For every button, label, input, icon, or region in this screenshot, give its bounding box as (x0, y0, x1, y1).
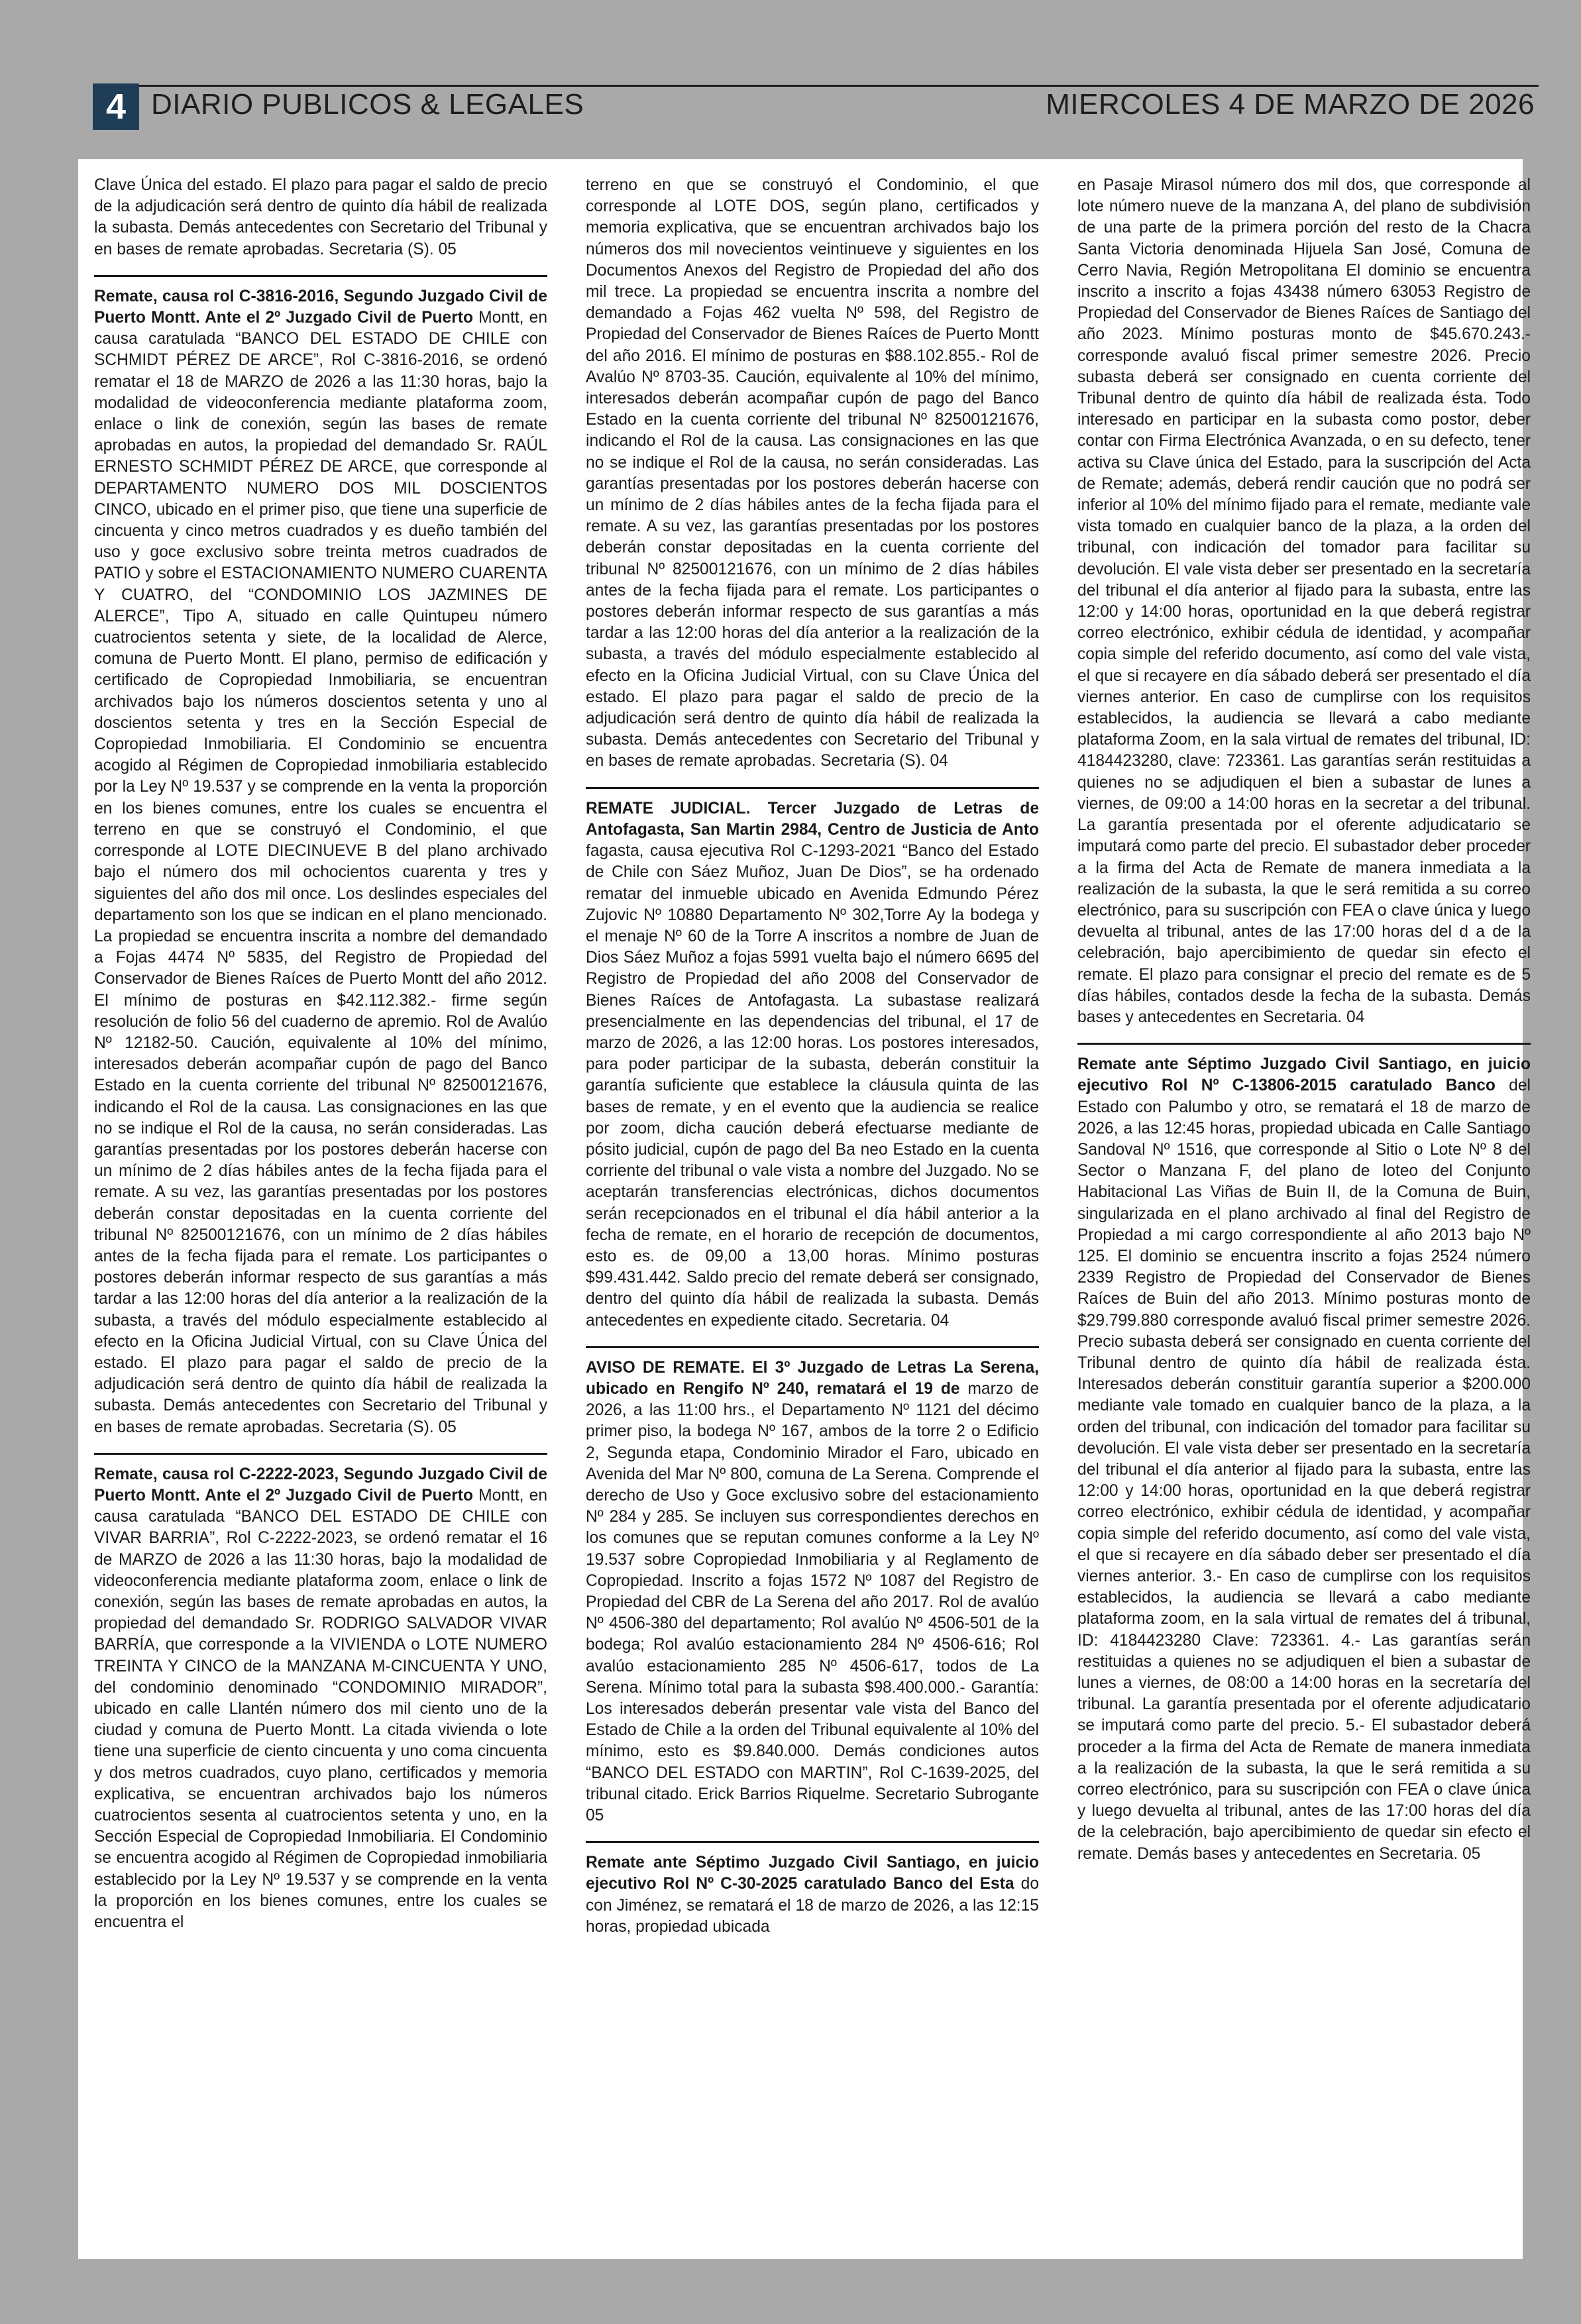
legal-notice (586, 175, 1039, 772)
notice-body: Clave Única del estado. El plazo para pagar el saldo de precio de la adjudicación será dentro de quinto día hábil de realizada la subasta. Demás antecedentes con Secretario del Tribunal y en bases de remate aprobadas. Secretaria (S). 05 (94, 176, 547, 258)
legal-notice (94, 275, 547, 1438)
notice-body: do con Jiménez, se rematará el 18 de marzo de 2026, a las 12:15 horas, propiedad ubicada (586, 1875, 1039, 1936)
header-rule (93, 85, 1539, 87)
legal-notice (586, 1841, 1039, 1938)
notice-body: Montt, en causa caratulada “BANCO DEL ESTADO DE CHILE con SCHMIDT PÉREZ DE ARCE”, Rol C-3816-2016, se ordenó rematar el 18 de MARZO de 2026 a las 11:30 horas, bajo la modalidad de videoconferencia mediante plataforma zoom, enlace o link de conexión, según las bases de remate aprobadas en autos, la propiedad del demandado Sr. RAÚL ERNESTO SCHMIDT PÉREZ DE ARCE, que corresponde al DEPARTAMENTO NUMERO DOS MIL DOSCIENTOS CINCO, ubicado en el primer piso, que tiene una superficie de cincuenta y cinco metros cuadrados y es dueño también del uso y goce exclusivo sobre treinta metros cuadrados de PATIO y sobre el ESTACIONAMIENTO NUMERO CUARENTA Y CUATRO, del “CONDOMINIO LOS JAZMINES DE ALERCE”, Tipo A, situado en calle Quintupeu número cuatrocientos setenta y siete, de la localidad de Alerce, comuna de Puerto Montt. El plano, permiso de edificación y certificado de Copropiedad Inmobiliaria, se encuentran archivados bajo los números doscientos setenta y uno al doscientos setenta y tres en la Sección Especial de Copropiedad Inmobiliaria. El Condominio se encuentra acogido al Régimen de Copropiedad inmobiliaria establecido por la Ley Nº 19.537 y se comprende en la venta la proporción en los bienes comunes, entre los cuales se encuentra el terreno en que se construyó el Condominio, el que corresponde al LOTE DIECINUEVE B del plano archivado bajo el número dos mil ochocientos cuarenta y tres y siguientes del año dos mil once. Los deslindes especiales del departamento son los que se indican en el plano mencionado. La propiedad se encuentra inscrita a nombre del demandado a Fojas 4474 Nº 5835, del Registro de Propiedad del Conservador de Bienes Raíces de Puerto Montt del año 2012. El mínimo de posturas en $42.112.382.- firme según resolución de folio 56 del cuaderno de apremio. Rol de Avalúo Nº 12182-50. Caución, equivalente al 10% del mínimo, interesados deberán acompañar cupón de pago del Banco Estado en la cuenta corriente del tribunal Nº 82500121676, indicando el Rol de la causa. Las consignaciones en las que no se indique el Rol de la causa, no serán consideradas. Las garantías presentadas por los postores deberán hacerse con un mínimo de 2 días hábiles antes de la fecha fijada para el remate. A su vez, las garantías presentadas por los postores deberán constar depositadas en la cuenta corriente del tribunal Nº 82500121676, con un mínimo de 2 días hábiles antes de la fecha fijada para el remate. Los participantes o postores deberán informar respecto de sus garantías a más tardar a las 12:00 horas del día anterior a la realización de la subasta, a través del módulo especialmente establecido al efecto en la Oficina Judicial Virtual, con su Clave Única del estado. El plazo para pagar el saldo de precio de la adjudicación será dentro de quinto día hábil de realizada la subasta. Demás antecedentes con Secretario del Tribunal y en bases de remate aprobadas. Secretaria (S). 05 (94, 309, 548, 1436)
notice-heading: Remate, causa rol C-2222-2023, Segundo Juzgado Civil de Puerto Montt. Ante el 2º Juzgado Civil de Puerto (94, 1465, 547, 1505)
notice-body: del Estado con Palumbo y otro, se rematará el 18 de marzo de 2026, a las 12:45 horas, propiedad ubicada en Calle Santiago Sandoval Nº 1516, que corresponde al Sitio o Lote Nº 8 del Sector o Manzana F, del plano de loteo del Conjunto Habitacional Las Viñas de Buin II, de la Comuna de Buin, singularizada en el plano archivado al final del Registro de Propiedad a mi cargo correspondiente al año 2013 bajo Nº 125. El dominio se encuentra inscrito a fojas 2524 número 2339 Registro de Propiedad del Conservador de Bienes Raíces de Buin del año 2013. Mínimo posturas monto de $29.799.880 corresponde avaluó fiscal primer semestre 2026. Precio subasta deberá ser consignado en cuenta corriente del Tribunal dentro de quinto día hábil de realizada ésta. Interesados deberán constituir garantía superior a $200.000 mediante vale tomado en cualquier banco de la plaza, a la orden del tribunal, con indicación del tomador para facilitar su devolución. El vale vista deber ser presentado en la secretaría del tribunal el día anterior al fijado para la subasta, entre las 12:00 y 14:00 horas, oportunidad en la que deberá registrar correo electrónico, exhibir cédula de identidad, y acompañar copia simple del referido documento, así como del vale vista, el que si recayere en día sábado deber ser presentado el día viernes anterior. 3.- En caso de cumplirse con los requisitos establecidos, la audiencia se llevará a cabo mediante plataforma zoom, en la sala virtual de remates del á tribunal, ID: 4184423280 Clave: 723361. 4.- Las garantías serán restituidas a quienes no se adjudiquen el bien a subastar de lunes a viernes, de 08:00 a 14:00 horas en la secretaría del tribunal. La garantía presentada por el oferente adjudicatario se imputará como parte del precio. 5.- El subastador deberá proceder a la firma del Acta de Remate de manera inmediata a la realización de la subasta, la que le será remitida a su correo electrónico, para su suscripción con FEA o clave única y luego devuelta al tribunal, antes de las 17:00 horas del día de la celebración, bajo apercibimiento de quedar sin efecto el remate. Demás bases y antecedentes en Secretaria. 05 (1077, 1077, 1531, 1863)
notice-body: terreno en que se construyó el Condominio, el que corresponde al LOTE DOS, según plano, certificados y memoria explicativa, que se encuentran archivados bajo los números dos mil novecientos veintinueve y siguientes en los Documentos Anexos del Registro de Propiedad del año dos mil trece. La propiedad se encuentra inscrita a nombre del demandado a Fojas 462 vuelta Nº 598, del Registro de Propiedad del Conservador de Bienes Raíces de Puerto Montt del año 2016. El mínimo de posturas en $88.102.855.- Rol de Avalúo Nº 8703-35. Caución, equivalente al 10% del mínimo, interesados deberán acompañar cupón de pago del Banco Estado en la cuenta corriente del tribunal Nº 82500121676, indicando el Rol de la causa. Las consignaciones en las que no se indique el Rol de la causa, no serán consideradas. Las garantías presentadas por los postores deberán hacerse con un mínimo de 2 días hábiles antes de la fecha fijada para el remate. A su vez, las garantías presentadas por los postores deberán constar depositadas en la cuenta corriente del tribunal Nº 82500121676, con un mínimo de 2 días hábiles antes de la fecha fijada para el remate. Los participantes o postores deberán informar respecto de sus garantías a más tardar a las 12:00 horas del día anterior a la realización de la subasta, a través del módulo especialmente establecido al efecto en la Oficina Judicial Virtual, con su Clave Única del estado. El plazo para pagar el saldo de precio de la adjudicación será dentro de quinto día hábil de realizada la subasta. Demás antecedentes con Secretario del Tribunal y en bases de remate aprobadas. Secretaria (S). 04 (586, 176, 1039, 770)
notice-body: marzo de 2026, a las 11:00 hrs., el Departamento Nº 1121 del décimo primer piso, la bodega Nº 167, ambos de la torre 2 o Edificio 2, Segunda etapa, Condominio Mirador el Faro, ubicado en Avenida del Mar Nº 800, comuna de La Serena. Comprende el derecho de Uso y Goce exclusivo sobre del estacionamiento Nº 284 y 285. Se incluyen sus correspondientes derechos en los comunes que se reputan comunes conforme a la Ley Nº 19.537 sobre Copropiedad Inmobiliaria y al Reglamento de Copropiedad. Inscrito a fojas 1572 Nº 1087 del Registro de Propiedad del CBR de La Serena del año 2017. Rol de avalúo Nº 4506-380 del departamento; Rol avalúo Nº 4506-501 de la bodega; Rol avalúo estacionamiento 284 Nº 4506-616; Rol avalúo estacionamiento 285 Nº 4506-617, todos de La Serena. Mínimo total para la subasta $98.400.000.- Garantía: Los interesados deberán presentar vale vista del Banco del Estado de Chile a la orden del Tribunal equivalente al 10% del mínimo, esto es $9.840.000. Demás condiciones autos “BANCO DEL ESTADO con MARTIN”, Rol C-1639-2025, del tribunal citado. Erick Barrios Riquelme. Secretario Subrogante 05 (586, 1379, 1039, 1825)
notice-heading: Remate, causa rol C-3816-2016, Segundo Juzgado Civil de Puerto Montt. Ante el 2º Juzgado Civil de Puerto (94, 287, 547, 327)
legal-notice (586, 1346, 1039, 1826)
issue-date: MIERCOLES 4 DE MARZO DE 2026 (1046, 88, 1535, 121)
notice-body: fagasta, causa ejecutiva Rol C-1293-2021 “Banco del Estado de Chile con Sáez Muñoz, Juan De Dios”, se ha ordenado rematar del inmueble ubicado en Avenida Edmundo Pérez Zujovic Nº 10880 Departamento Nº 302,Torre Ay la bodega y el menaje Nº 60 de la Torre A inscritos a nombre de Juan de Dios Sáez Muñoz a fojas 5991 vuelta bajo el número 6695 del Registro de Propiedad del año 2008 del Conservador de Bienes Raíces de Antofagasta. La subastase realizará presencialmente en las dependencias del tribunal, el 17 de marzo de 2026, a las 12:00 horas. Los postores interesados, para poder participar de la subasta, deberán constituir la garantía suficiente que establece la cláusula quinta de las bases de remate, y en el evento que la audiencia se realice por zoom, dicha caución deberá efectuarse mediante de pósito judicial, cupón de pago del Ba neo Estado en la cuenta corriente del tribunal o vale vista a nombre del Juzgado. No se aceptarán transferencias electrónicas, dichos documentos serán recepcionados en el tribunal el día hábil anterior a la fecha de remate, en el horario de recepción de documentos, esto es. de 09,00 a 13,00 horas. Mínimo posturas $99.431.442. Saldo precio del remate deberá ser consignado, dentro del quinto día hábil de realizada la subasta. Demás antecedentes en expediente citado. Secretaria. 04 (586, 842, 1039, 1330)
column-2 (586, 175, 1039, 1952)
masthead (0, 0, 1581, 159)
notice-body: en Pasaje Mirasol número dos mil dos, que corresponde al lote número nueve de la manzana A, del plano de subdivisión de una parte de la primera porción del resto de la Chacra Santa Victoria denominada Hijuela San José, Comuna de Cerro Navia, Región Metropolitana El dominio se encuentra inscrito a inscrito a fojas 43438 número 63053 Registro de Propiedad del Conservador de Bienes Raíces de Santiago del año 2023. Mínimo posturas monto de $45.670.243.- corresponde avaluó fiscal primer semestre 2026. Precio subasta deberá ser consignado en cuenta corriente del Tribunal dentro de quinto día hábil de realizada ésta. Todo interesado en participar en la subasta como postor, deber contar con Firma Electrónica Avanzada, o en su defecto, tener activa su Clave única del Estado, para la suscripción del Acta de Remate; además, deberá rendir caución que no podrá ser inferior al 10% del mínimo fijado para el remate, mediante vale vista tomado en cualquier banco de la plaza, a la orden del tribunal, con indicación del tomador para facilitar su devolución. El vale vista deber ser presentado en la secretaría del tribunal el día anterior al fijado para la subasta, entre las 12:00 y 14:00 horas, oportunidad en la que deberá registrar correo electrónico, exhibir cédula de identidad, y acompañar copia simple del referido documento, así como del vale vista, el que si recayere en día sábado deberá ser presentado el día viernes anterior. En caso de cumplirse con los requisitos establecidos, la audiencia se llevará a cabo mediante plataforma Zoom, en la sala virtual de remates del tribunal, ID: 4184423280, clave: 723361. Las garantías serán restituidas a quienes no se adjudiquen el bien a subastar de lunes a viernes, de 09:00 a 14:00 horas en la secretar a del tribunal. La garantía presentada por el oferente adjudicatario se imputará como parte del precio. El subastador deber proceder a la firma del Acta de Remate de manera inmediata a la realización de la subasta, la que le será remitida a su correo electrónico, para su suscripción con FEA o clave única y luego devuelta al tribunal, antes de las 17:00 horas del d a de la celebración, bajo apercibimiento de quedar sin efecto el remate. El plazo para consignar el precio del remate es de 5 días hábiles, contados desde la fecha de la subasta. Demás bases y antecedentes en Secretaria. 04 (1077, 176, 1531, 1026)
legal-notice (1077, 1043, 1531, 1865)
legal-notice (1077, 175, 1531, 1028)
notice-heading: Remate ante Séptimo Juzgado Civil Santiago, en juicio ejecutivo Rol Nº C-30-2025 caratulado Banco del Esta (586, 1854, 1039, 1893)
newspaper-name: DIARIO PUBLICOS & LEGALES (151, 88, 584, 121)
column-3 (1077, 175, 1531, 1879)
notice-heading: REMATE JUDICIAL. Tercer Juzgado de Letras de Antofagasta, San Martin 2984, Centro de Justicia de Anto (586, 799, 1039, 839)
legal-notice (94, 1453, 547, 1933)
notice-heading: AVISO DE REMATE. El 3º Juzgado de Letras La Serena, ubicado en Rengifo Nº 240, rematará el 19 de (586, 1358, 1039, 1398)
page-sheet (78, 159, 1531, 2259)
legal-notice (94, 175, 547, 260)
page-number: 4 (93, 83, 139, 130)
column-1 (94, 175, 547, 1948)
legal-notice (586, 787, 1039, 1332)
notice-heading: Remate ante Séptimo Juzgado Civil Santiago, en juicio ejecutivo Rol Nº C-13806-2015 caratulado Banco (1077, 1055, 1531, 1095)
notice-body: Montt, en causa caratulada “BANCO DEL ESTADO DE CHILE con VIVAR BARRIA”, Rol C-2222-2023, se ordenó rematar el 16 de MARZO de 2026 a las 11:30 horas, bajo la modalidad de videoconferencia mediante plataforma zoom, enlace o link de conexión, según las bases de remate aprobadas en autos, la propiedad del demandado Sr. RODRIGO SALVADOR VIVAR BARRÍA, que corresponde a la VIVIENDA o LOTE NUMERO TREINTA Y CINCO de la MANZANA M-CINCUENTA Y UNO, del condominio denominado “CONDOMINIO MIRADOR”, ubicado en calle Llantén número dos mil ciento uno de la ciudad y comuna de Puerto Montt. La citada vivienda o lote tiene una superficie de ciento cincuenta y uno coma cincuenta y dos metros cuadrados, cuyo plano, certificados y memoria explicativa, se encuentran archivados bajo los números cuatrocientos sesenta al cuatrocientos setenta y uno, en la Sección Especial de Copropiedad Inmobiliaria. El Condominio se encuentra acogido al Régimen de Copropiedad inmobiliaria establecido por la Ley Nº 19.537 y se comprende en la venta la proporción en los bienes comunes, entre los cuales se encuentra el (94, 1486, 548, 1932)
